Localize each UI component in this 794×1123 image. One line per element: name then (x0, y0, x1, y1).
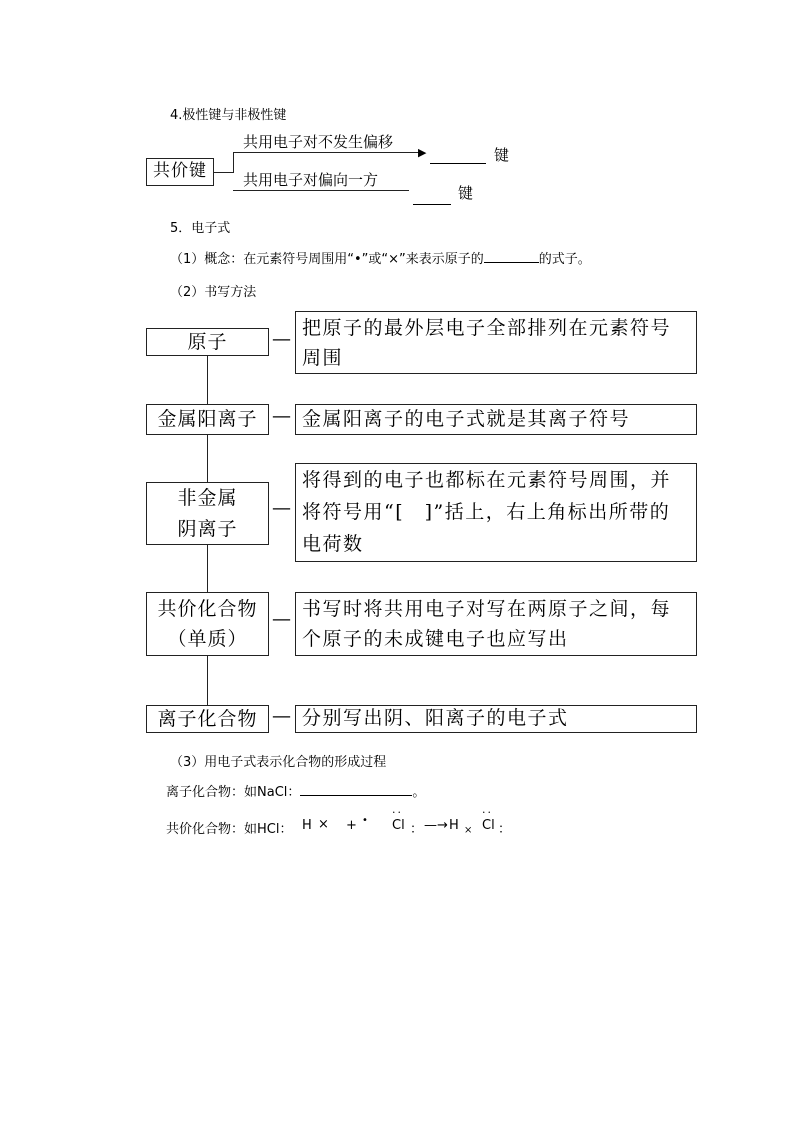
cl-top-dots-left: ·· (392, 806, 403, 819)
hcl-h-left: H (302, 818, 312, 833)
branch-bottom-line (233, 190, 409, 191)
row-ionic-compound-label: 离子化合物 (157, 707, 258, 730)
row-covalent-compound-connector: — (272, 608, 292, 630)
covalent-bond-box (146, 158, 214, 186)
branch-top-text: 共用电子对不发生偏移 (243, 133, 394, 151)
hcl-cl-right: Cl (482, 818, 495, 833)
row-atom-desc-1: 把原子的最外层电子全部排列在元素符号 (302, 317, 672, 339)
reaction-arrow: —→ (424, 818, 448, 833)
row-nonmetal-anion-desc-3: 电荷数 (302, 533, 364, 555)
row-ionic-compound-desc: 分别写出阴、阳离子的电子式 (302, 707, 569, 729)
branch-top-line (233, 152, 423, 153)
nonpolar-blank (430, 145, 486, 164)
row-metal-cation-label: 金属阳离子 (157, 408, 258, 431)
row-covalent-compound-desc-box (295, 592, 697, 656)
row-metal-cation-desc-box (295, 404, 697, 435)
method-heading: （2）书写方法 (170, 285, 257, 300)
section4-heading: 4.极性键与非极性键 (170, 108, 287, 123)
branch-vertical (233, 152, 234, 172)
row-nonmetal-anion-label-box (146, 482, 269, 545)
row-nonmetal-anion-desc-box (295, 463, 697, 562)
row-ionic-compound-desc-box (295, 705, 697, 733)
row-metal-cation-connector: — (272, 405, 292, 427)
row-atom-connector: — (272, 328, 292, 350)
ionic-example-prefix: 离子化合物：如NaCl： (166, 785, 301, 800)
row-nonmetal-anion-label-1: 非金属 (177, 487, 238, 510)
concept-blank (484, 262, 539, 263)
branch-bottom-text: 共用电子对偏向一方 (243, 171, 379, 189)
row-covalent-compound-desc-2: 个原子的未成键电子也应写出 (302, 628, 569, 650)
cl-top-dots-right: ·· (482, 806, 493, 819)
concept-line (170, 248, 591, 267)
polar-blank (413, 184, 451, 205)
row-atom-desc-box (295, 311, 697, 374)
bond-label-top: 键 (494, 146, 510, 164)
dot-electron-left: • (362, 815, 368, 826)
cross-electron-right: × (464, 825, 473, 836)
row-nonmetal-anion-connector: — (272, 497, 292, 519)
row-nonmetal-anion-label-2: 阴离子 (177, 517, 238, 540)
row-ionic-compound-label-box (146, 705, 269, 733)
bond-label-bottom: 键 (458, 184, 474, 202)
covalent-bond-label: 共价键 (153, 161, 207, 182)
process-heading: （3）用电子式表示化合物的形成过程 (170, 755, 387, 770)
row-atom-label: 原子 (187, 330, 228, 353)
hcl-h-right: H (449, 818, 459, 833)
ionic-example-line (166, 781, 425, 800)
ionic-example-suffix: 。 (412, 785, 426, 800)
arrow-head-icon: ▶ (418, 146, 427, 159)
hcl-cl-left: Cl (392, 818, 405, 833)
cl-right-colon-left: ： (410, 822, 424, 837)
plus-sign: + (346, 818, 357, 833)
row-nonmetal-anion-desc-2: 将符号用“[ ]”括上，右上角标出所带的 (302, 501, 671, 523)
root-connector (214, 172, 234, 173)
row-nonmetal-anion-desc-1: 将得到的电子也都标在元素符号周围，并 (302, 469, 672, 491)
row-covalent-compound-label-box (146, 592, 269, 656)
row-atom-label-box (146, 328, 269, 356)
concept-suffix: 的式子。 (538, 252, 591, 267)
concept-prefix: （1）概念：在元素符号周围用“•”或“×”来表示原子的 (170, 252, 484, 267)
covalent-example-prefix: 共价化合物：如HCl： (166, 822, 293, 837)
row-metal-cation-label-box (146, 404, 269, 435)
cross-electron-left: × (318, 817, 329, 832)
row-ionic-compound-connector: — (272, 705, 292, 727)
row-covalent-compound-desc-1: 书写时将共用电子对写在两原子之间，每 (302, 598, 672, 620)
cl-right-colon-right: ： (498, 822, 512, 837)
section5-heading: 5．电子式 (170, 221, 231, 236)
row-covalent-compound-label-1: 共价化合物 (157, 597, 258, 620)
row-metal-cation-desc: 金属阳离子的电子式就是其离子符号 (302, 408, 631, 430)
row-covalent-compound-label-2: （单质） (167, 628, 248, 650)
ionic-example-blank (300, 795, 412, 796)
row-atom-desc-2: 周围 (302, 347, 344, 369)
